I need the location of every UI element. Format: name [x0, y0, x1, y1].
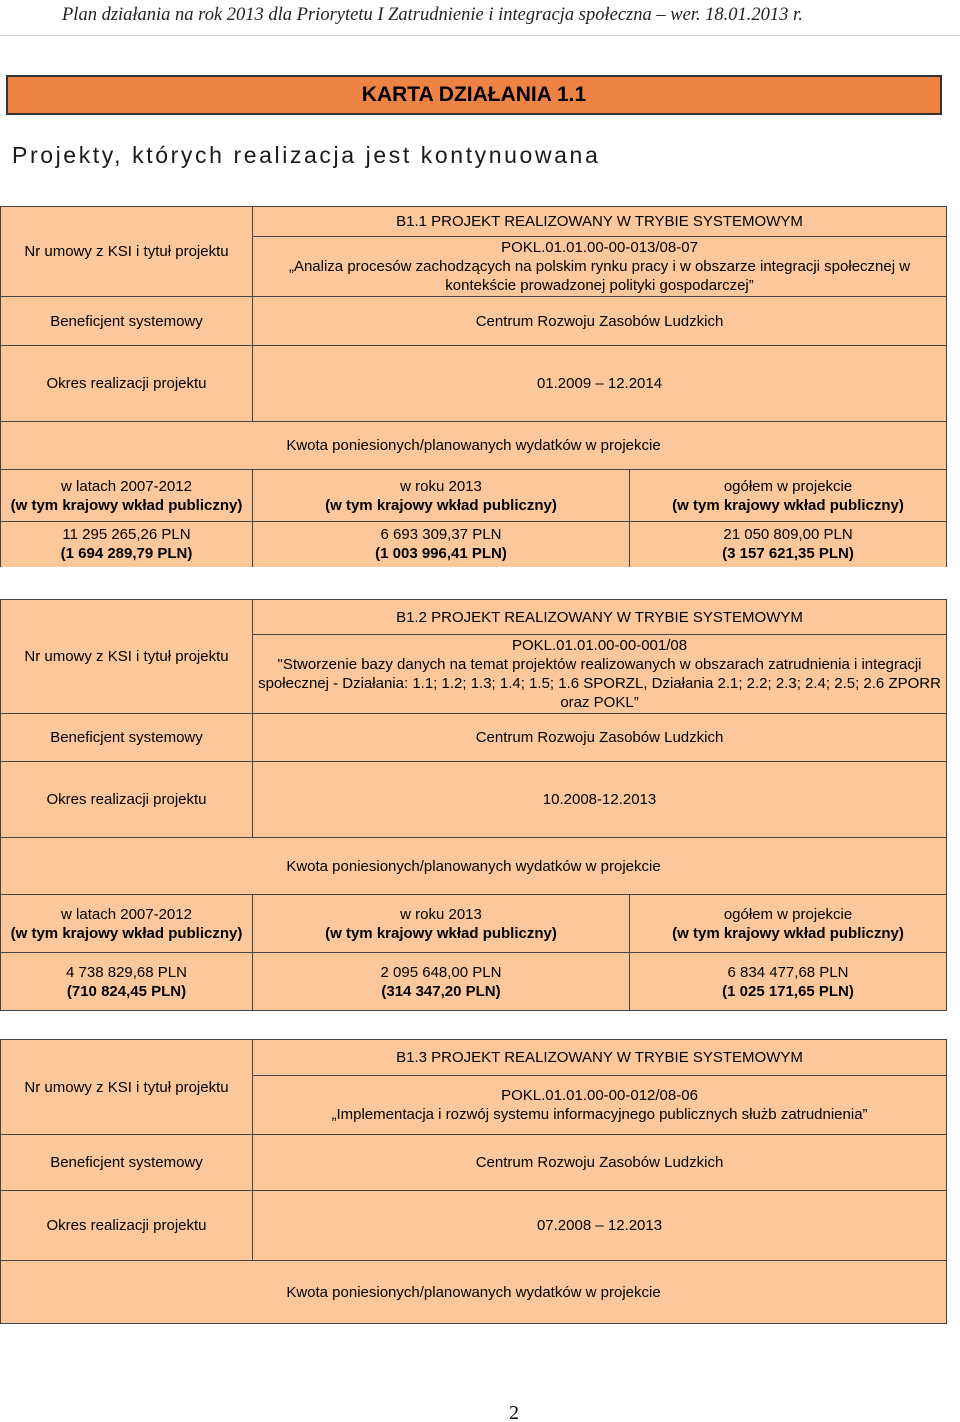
amount-public: (1 694 289,79 PLN): [60, 545, 193, 563]
col-2013-label: w roku 2013: [400, 905, 482, 923]
project-table-b1-2: [0, 599, 947, 1011]
col-2013-sublabel: (w tym krajowy wkład publiczny): [325, 496, 557, 514]
page-number: 2: [509, 1402, 519, 1422]
project-number: POKL.01.01.00-00-012/08-06: [501, 1087, 698, 1104]
project-table-b1-1: [0, 206, 947, 567]
project-heading: B1.2 PROJEKT REALIZOWANY W TRYBIE SYSTEMOWYM: [253, 600, 947, 635]
project-title: „Implementacja i rozwój systemu informacyjnego publicznych służb zatrudnienia”: [331, 1106, 868, 1123]
expenses-heading: Kwota poniesionych/planowanych wydatków w projekcie: [1, 422, 947, 470]
amount-2013: [253, 953, 630, 1011]
page-header: Plan działania na rok 2013 dla Priorytetu I Zatrudnienie i integracja społeczna – wer. 18.01.2013 r.: [0, 0, 960, 36]
section-heading: Projekty, których realizacja jest kontynuowana: [12, 142, 601, 168]
col-total-label: ogółem w projekcie: [723, 905, 853, 923]
col-total-label: ogółem w projekcie: [723, 477, 853, 495]
project-heading: B1.3 PROJEKT REALIZOWANY W TRYBIE SYSTEMOWYM: [253, 1040, 947, 1076]
project-title: „Analiza procesów zachodzących na polskim rynku pracy i w obszarze integracji społecznej w kontekście prowadzonej polityki gospodarczej”: [288, 258, 911, 294]
amount-public: (314 347,20 PLN): [381, 982, 501, 1000]
period-value: 01.2009 – 12.2014: [253, 346, 947, 422]
col-2007-2012-label: w latach 2007-2012: [61, 905, 192, 923]
card-title: KARTA DZIAŁANIA 1.1: [6, 75, 942, 115]
col-2007-2012-label: w latach 2007-2012: [61, 477, 192, 495]
amount-total: 21 050 809,00 PLN: [723, 526, 853, 544]
amount-public: (1 025 171,65 PLN): [722, 982, 854, 1000]
col-2007-2012-header: [1, 895, 253, 953]
beneficiary-value: Centrum Rozwoju Zasobów Ludzkich: [253, 1135, 947, 1191]
amount-public: (3 157 621,35 PLN): [722, 545, 854, 563]
amount-total: 6 834 477,68 PLN: [727, 963, 849, 981]
period-value: 07.2008 – 12.2013: [253, 1191, 947, 1261]
amount-total-project: [630, 953, 947, 1011]
project-title-cell: [253, 237, 947, 297]
amount-total-project: [630, 522, 947, 567]
beneficiary-label: Beneficjent systemowy: [1, 297, 253, 346]
beneficiary-value: Centrum Rozwoju Zasobów Ludzkich: [253, 714, 947, 762]
amount-2007-2012: [1, 522, 253, 567]
period-label: Okres realizacji projektu: [1, 762, 253, 838]
beneficiary-label: Beneficjent systemowy: [1, 1135, 253, 1191]
col-2013-label: w roku 2013: [400, 477, 482, 495]
amount-total: 4 738 829,68 PLN: [66, 963, 187, 981]
expenses-heading: Kwota poniesionych/planowanych wydatków w projekcie: [1, 1261, 947, 1324]
amount-public: (1 003 996,41 PLN): [375, 545, 507, 563]
expenses-heading: Kwota poniesionych/planowanych wydatków w projekcie: [1, 838, 947, 895]
contract-label: Nr umowy z KSI i tytuł projektu: [1, 600, 253, 714]
project-title-cell: [253, 1076, 947, 1135]
project-number: POKL.01.01.00-00-013/08-07: [501, 239, 698, 256]
project-number: POKL.01.01.00-00-001/08: [511, 637, 688, 654]
project-title-cell: [253, 635, 947, 714]
col-total-header: [630, 470, 947, 522]
period-value: 10.2008-12.2013: [253, 762, 947, 838]
contract-label: Nr umowy z KSI i tytuł projektu: [1, 1040, 253, 1135]
amount-total: 6 693 309,37 PLN: [380, 526, 502, 544]
period-label: Okres realizacji projektu: [1, 1191, 253, 1261]
col-total-header: [630, 895, 947, 953]
col-2013-header: [253, 470, 630, 522]
project-table-b1-3: [0, 1039, 947, 1324]
col-2013-sublabel: (w tym krajowy wkład publiczny): [325, 924, 557, 942]
project-title: "Stworzenie bazy danych na temat projektów realizowanych w obszarach zatrudnienia i integracji społecznej - Działania: 1.1; 1.2; 1.3; 1.4; 1.5; 1.6 SPORZL, Działania 2.1; 2.2; 2.3; 2.4; 2.5; 2.6 ZPORR oraz POKL”: [258, 656, 941, 711]
amount-public: (710 824,45 PLN): [66, 982, 187, 1000]
beneficiary-value: Centrum Rozwoju Zasobów Ludzkich: [253, 297, 947, 346]
amount-total: 11 295 265,26 PLN: [62, 526, 191, 544]
col-2007-2012-sublabel: (w tym krajowy wkład publiczny): [10, 924, 243, 942]
col-2007-2012-sublabel: (w tym krajowy wkład publiczny): [10, 496, 243, 514]
period-label: Okres realizacji projektu: [1, 346, 253, 422]
amount-2007-2012: [1, 953, 253, 1011]
col-2013-header: [253, 895, 630, 953]
amount-2013: [253, 522, 630, 567]
contract-label: Nr umowy z KSI i tytuł projektu: [1, 207, 253, 297]
col-total-sublabel: (w tym krajowy wkład publiczny): [672, 924, 904, 942]
col-total-sublabel: (w tym krajowy wkład publiczny): [672, 496, 904, 514]
project-heading: B1.1 PROJEKT REALIZOWANY W TRYBIE SYSTEMOWYM: [253, 207, 947, 237]
beneficiary-label: Beneficjent systemowy: [1, 714, 253, 762]
col-2007-2012-header: [1, 470, 253, 522]
amount-total: 2 095 648,00 PLN: [380, 963, 502, 981]
